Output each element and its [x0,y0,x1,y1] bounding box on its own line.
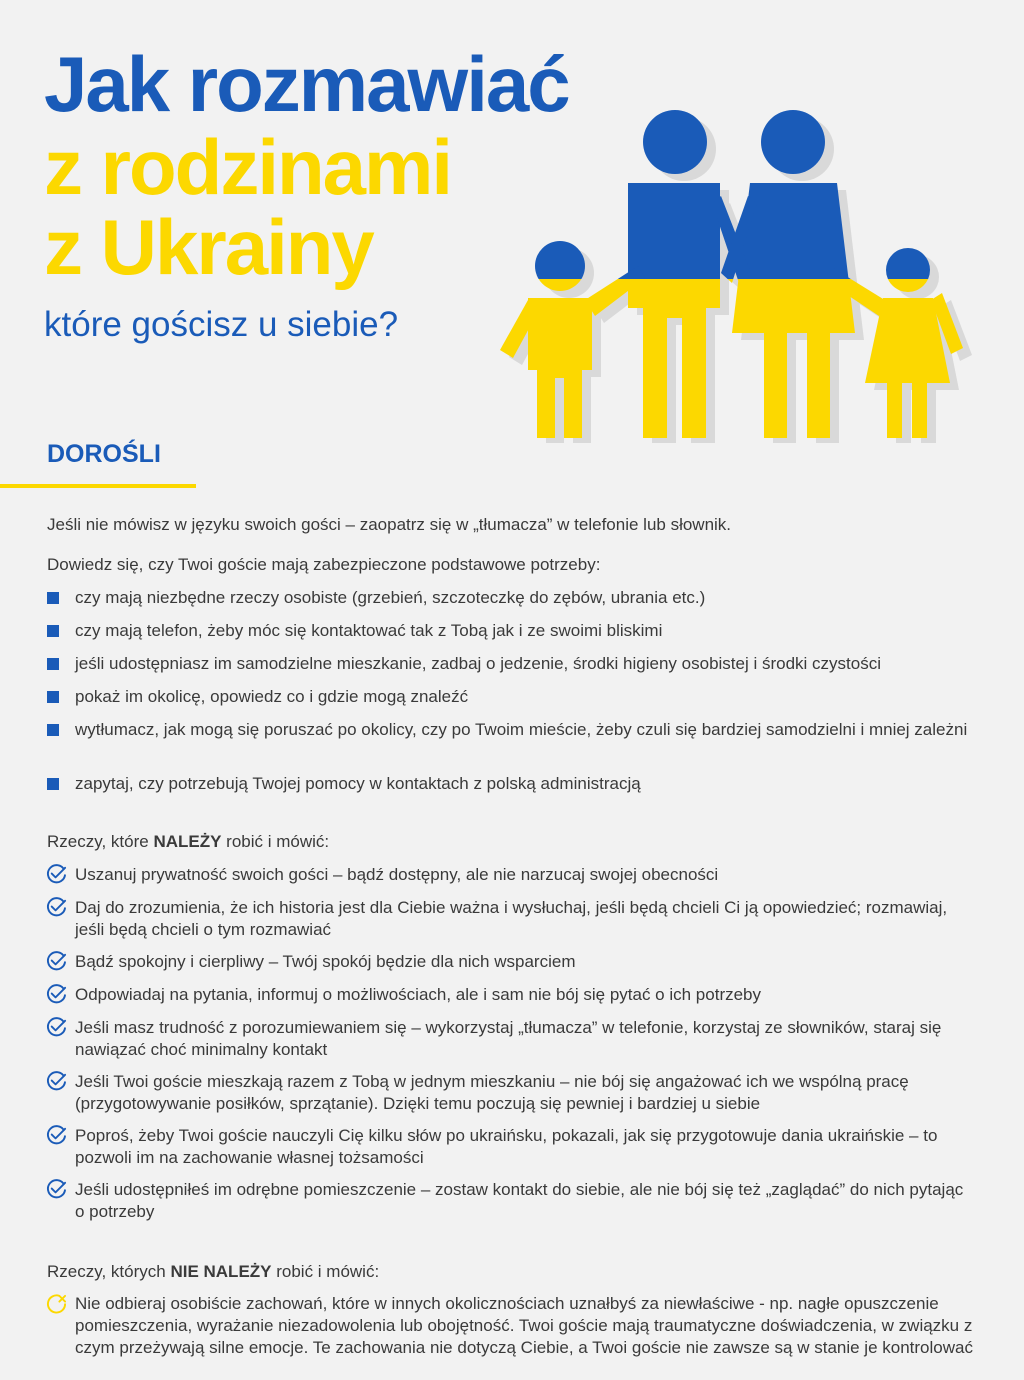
square-bullet-icon [47,778,59,790]
page-title-line-3: z Ukrainy [44,203,373,291]
square-bullet-icon [47,724,59,736]
dos-item-text: Jeśli udostępniłeś im odrębne pomieszczenie – zostaw kontakt do siebie, ale nie bój się też „zaglądać” do nich pytając o potrzeby [75,1180,964,1221]
page-title-line-1: Jak rozmawiać [44,40,569,128]
square-bullet-icon [47,625,59,637]
check-circle-icon [46,897,67,918]
dos-item-text: Uszanuj prywatność swoich gości – bądź dostępny, ale nie narzucaj swojej obecności [75,865,719,884]
family-icon [495,108,985,443]
intro-paragraph: Jeśli nie mówisz w języku swoich gości – zaopatrz się w „tłumacza” w telefonie lub słownik. [47,515,732,534]
check-circle-icon [46,951,67,972]
page-title-line-2: z rodzinami [44,123,452,211]
check-circle-icon [46,1125,67,1146]
dos-intro: Rzeczy, które NALEŻY robić i mówić: [47,832,330,851]
dos-item-text: Bądź spokojny i cierpliwy – Twój spokój będzie dla nich wsparciem [75,952,576,971]
section-heading: DOROŚLI [47,440,161,468]
list-item-text: wytłumacz, jak mogą się poruszać po okolicy, czy po Twoim mieście, żeby czuli się bardziej samodzielni i mniej zależni [75,720,968,739]
list-item-text: czy mają niezbędne rzeczy osobiste (grzebień, szczoteczkę do zębów, ubrania etc.) [75,588,706,607]
list-item-text: pokaż im okolicę, opowiedz co i gdzie mogą znaleźć [75,687,469,706]
donts-emphasis: NIE NALEŻY [170,1262,272,1281]
list-item-text: zapytaj, czy potrzebują Twojej pomocy w kontaktach z polską administracją [75,774,641,793]
section-divider [0,484,196,488]
dos-item-text: Poproś, żeby Twoi goście nauczyli Cię kilku słów po ukraińsku, pokazali, jak się przygotowuje dania ukraińskie – to pozwoli im na zachowanie własnej tożsamości [75,1126,938,1167]
square-bullet-icon [47,658,59,670]
dos-emphasis: NALEŻY [153,832,222,851]
list-item-text: jeśli udostępniasz im samodzielne mieszkanie, zadbaj o jedzenie, środki higieny osobistej i środki czystości [75,654,881,673]
check-circle-icon [46,1179,67,1200]
square-bullet-icon [47,691,59,703]
page-subtitle: które gościsz u siebie? [44,305,399,344]
check-circle-icon [46,984,67,1005]
donts-item-text: Nie odbieraj osobiście zachowań, które w innych okolicznościach uznałbyś za niewłaściwe - np. nagłe opuszczenie pomieszczenia, wyrażanie niezadowolenia lub obojętność. Twoi goście mają traumatyczne doświadczenia, w związku z czym przeżywają silne emocje. Te zachowania nie dotyczą Ciebie, a Twoi goście nie zawsze są w stanie je kontrolować [75,1294,973,1357]
needs-intro: Dowiedz się, czy Twoi goście mają zabezpieczone podstawowe potrzeby: [47,555,601,574]
dos-item-text: Daj do zrozumienia, że ich historia jest dla Ciebie ważna i wysłuchaj, jeśli będą chcieli Ci ją opowiedzieć; rozmawiaj, jeśli będą chcieli o tym rozmawiać [75,898,948,939]
list-item-text: czy mają telefon, żeby móc się kontaktować tak z Tobą jak i ze swoimi bliskimi [75,621,663,640]
dos-item-text: Jeśli masz trudność z porozumiewaniem się – wykorzystaj „tłumacza” w telefonie, korzystaj ze słowników, staraj się nawiązać choć minimalny kontakt [75,1018,942,1059]
check-circle-icon [46,1017,67,1038]
dos-item-text: Odpowiadaj na pytania, informuj o możliwościach, ale i sam nie bój się pytać o ich potrzeby [75,985,762,1004]
dos-item-text: Jeśli Twoi goście mieszkają razem z Tobą w jednym mieszkaniu – nie bój się angażować ich we wspólną pracę (przygotowywanie posiłków, sprzątanie). Dzięki temu poczują się pewniej i bardziej u siebie [75,1072,909,1113]
square-bullet-icon [47,592,59,604]
check-circle-icon [46,1071,67,1092]
donts-intro: Rzeczy, których NIE NALEŻY robić i mówić: [47,1262,380,1281]
check-circle-icon [46,864,67,885]
cross-circle-icon [46,1293,67,1314]
